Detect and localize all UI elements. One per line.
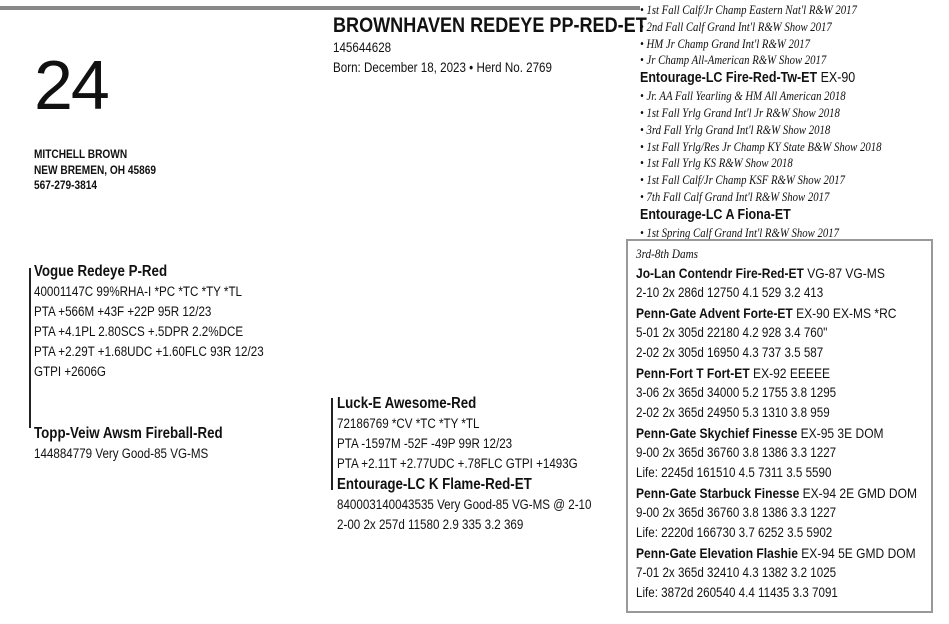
dam-record: 2-02 2x 365d 24950 5.3 1310 3.8 959 [636,405,830,420]
dam-line: 840003140043535 Very Good-85 VG-MS @ 2-10 [337,497,592,512]
sire-line: PTA +2.29T +1.68UDC +1.60FLC 93R 12/23 [34,344,264,359]
dam-entry-name [636,483,917,503]
achievement-item: • 3rd Fall Yrlg Grand Int'l R&W Show 2018 [640,122,831,137]
dam-sire-block [337,394,578,474]
consignor-address: NEW BREMEN, OH 45869 [34,164,157,177]
consignor-name: MITCHELL BROWN [34,149,128,161]
dam-entry-name [636,263,917,283]
animal-born: Born: December 18, 2023 • Herd No. 2769 [333,60,552,75]
sire-sire-line: 144884779 Very Good-85 VG-MS [34,446,209,461]
lot-number: 24 [34,46,108,124]
dam-class: EX-94 2E GMD DOM [799,485,918,501]
sire-line: GTPI +2606G [34,364,106,379]
dam-name-text: Penn-Gate Advent Forte-ET [636,305,793,321]
dam-record: 9-00 2x 365d 36760 3.8 1386 3.3 1227 [636,505,837,520]
dam-record: 3-06 2x 365d 34000 5.2 1755 3.8 1295 [636,385,837,400]
dam-sire-name: Luck-E Awesome-Red [337,395,477,412]
fire-score: EX-90 [817,70,856,87]
dam-class: EX-92 EEEEE [749,365,831,381]
dam-entry-name [636,303,917,323]
dam-line: 2-00 2x 257d 11580 2.9 335 3.2 369 [337,517,524,532]
sire-line: PTA +566M +43F +22P 95R 12/23 [34,304,212,319]
achievement-item: • Jr Champ All-American R&W Show 2017 [640,53,827,68]
dam-record: Life: 2220d 166730 3.7 6252 3.5 5902 [636,525,833,540]
dam-record: 5-01 2x 305d 22180 4.2 928 3.4 760" [636,325,828,340]
sire-name: Vogue Redeye P-Red [34,263,168,280]
dam-record: 9-00 2x 365d 36760 3.8 1386 3.3 1227 [636,445,837,460]
dam-name-text: Penn-Gate Starbuck Finesse [636,485,800,501]
consignor-info [34,148,156,195]
achievement-item: • 1st Fall Yrlg KS R&W Show 2018 [640,156,793,171]
dam-block [337,475,591,535]
sire-line: PTA +4.1PL 2.80SCS +.5DPR 2.2%DCE [34,324,244,339]
dams-box [626,239,933,613]
dam-record: 7-01 2x 365d 32410 4.3 1382 3.2 1025 [636,565,837,580]
achievement-item: • HM Jr Champ Grand Int'l R&W 2017 [640,36,810,51]
achievement-item: • 1st Fall Calf/Jr Champ KSF R&W Show 2017 [640,173,846,188]
dam-class: EX-94 5E GMD DOM [797,545,916,561]
dam-name: Entourage-LC K Flame-Red-ET [337,476,532,493]
achievement-heading [640,69,898,88]
dam-name-text: Jo-Lan Contendr Fire-Red-ET [636,265,804,281]
achievement-item: • 1st Fall Yrlg/Res Jr Champ KY State B&W Show 2018 [640,139,882,154]
dam-sire-line: 72186769 *CV *TC *TY *TL [337,416,480,431]
dams-box-content [636,245,917,603]
dam-record: 2-10 2x 286d 12750 4.1 529 3.2 413 [636,285,824,300]
top-rule [0,6,640,10]
dams-caption: 3rd-8th Dams [636,246,699,261]
achievement-item: • 1st Fall Calf/Jr Champ Eastern Nat'l R&W 2017 [640,3,857,17]
dam-sire-line: PTA +2.11T +2.77UDC +.78FLC GTPI +1493G [337,456,578,471]
dam-entry-name [636,543,917,563]
achievement-item: • 2nd Fall Calf Grand Int'l R&W Show 2017 [640,19,832,34]
dam-name-text: Penn-Fort T Fort-ET [636,365,750,381]
dam-record: 2-02 2x 305d 16950 4.3 737 3.5 587 [636,345,824,360]
dam-name-text: Penn-Gate Skychief Finesse [636,425,798,441]
animal-name: BROWNHAVEN REDEYE PP-RED-ET [333,14,647,37]
dam-name-text: Penn-Gate Elevation Flashie [636,545,798,561]
sire-bracket [29,268,31,428]
dam-entry-name [636,363,917,383]
achievement-item: • Jr. AA Fall Yearling & HM All American 2018 [640,89,846,104]
dam-record: Life: 2245d 161510 4.5 7311 3.5 5590 [636,465,832,480]
fire-name: Entourage-LC Fire-Red-Tw-ET [640,70,818,87]
achievements-list [640,0,940,242]
dam-class: EX-90 EX-MS *RC [792,305,897,321]
achievement-item: • 1st Fall Yrlg Grand Int'l Jr R&W Show 2018 [640,105,840,120]
animal-reg: 145644628 [333,40,392,55]
sire-sire-name: Topp-Veiw Awsm Fireball-Red [34,425,223,442]
achievement-item: • 1st Spring Calf Grand Int'l R&W Show 2017 [640,225,839,240]
sire-line: 40001147C 99%RHA-I *PC *TC *TY *TL [34,284,243,299]
dam-entry-name [636,423,917,443]
sire-sire-block [34,424,223,464]
dam-sire-line: PTA -1597M -52F -49P 99R 12/23 [337,436,513,451]
achievement-item: • 7th Fall Calf Grand Int'l R&W Show 2017 [640,189,830,204]
consignor-phone: 567-279-3814 [34,180,98,192]
dam-bracket [331,398,333,490]
dam-class: EX-95 3E DOM [797,425,884,441]
dam-class: VG-87 VG-MS [803,265,885,281]
achievement-heading: Entourage-LC A Fiona-ET [640,206,791,223]
sire-block [34,262,264,382]
dam-record: Life: 3872d 260540 4.4 11435 3.3 7091 [636,585,838,600]
